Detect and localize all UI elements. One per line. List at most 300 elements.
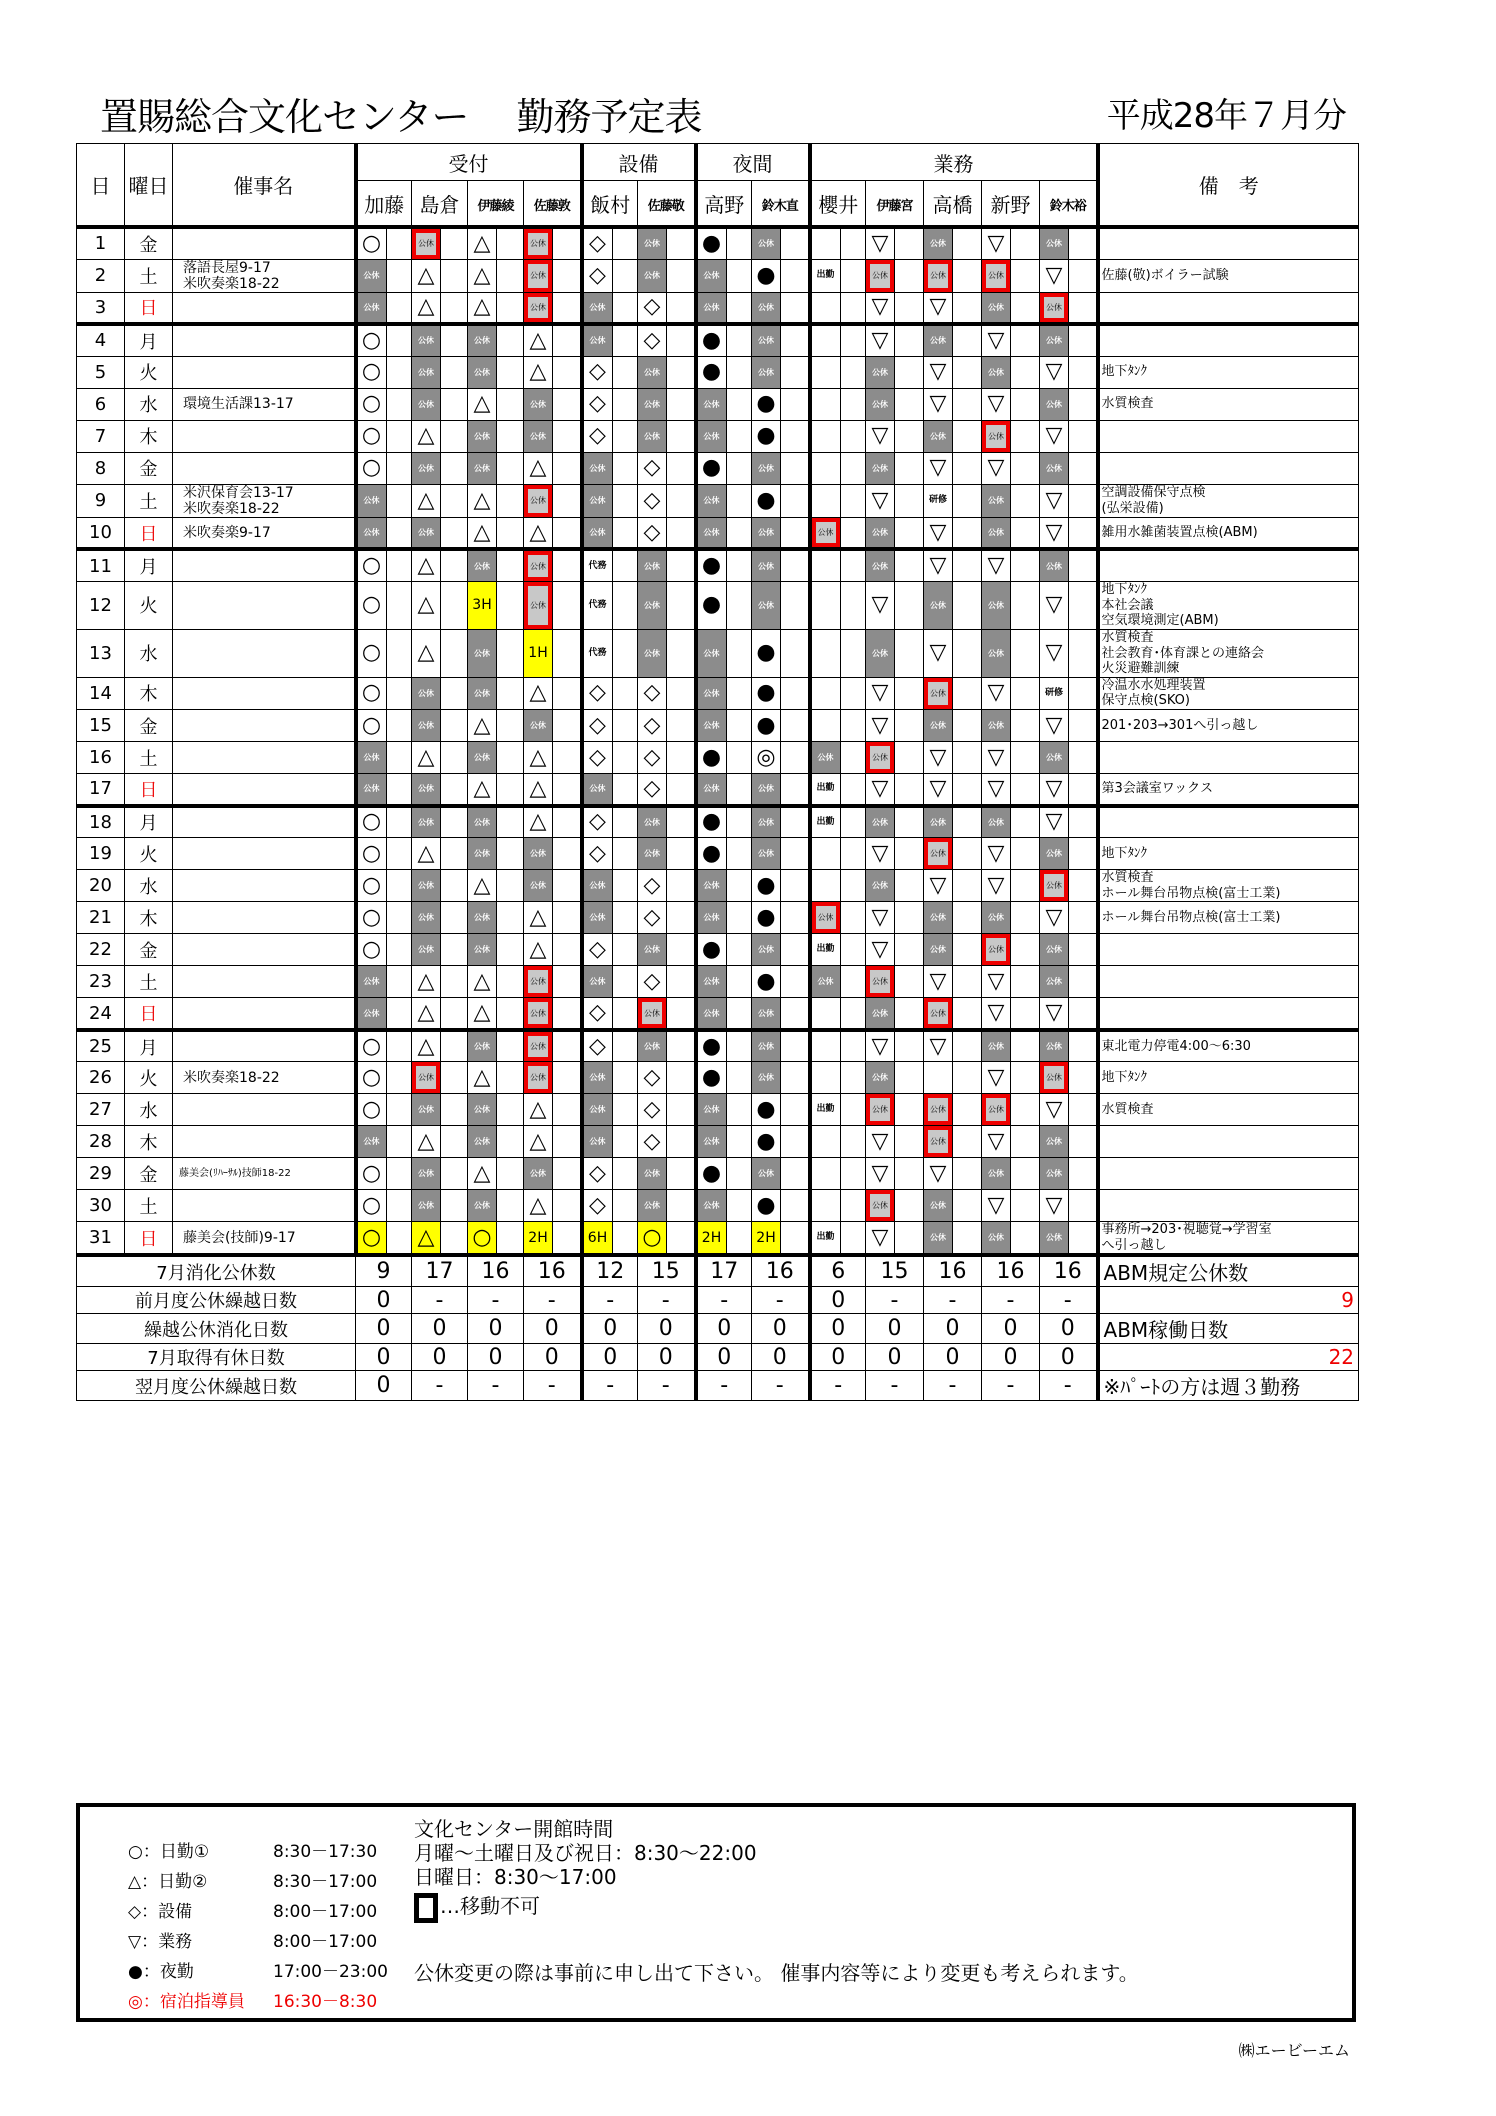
shift-cell[interactable] bbox=[810, 292, 866, 324]
shift-cell[interactable] bbox=[412, 259, 468, 292]
shift-cell[interactable] bbox=[468, 934, 524, 966]
shift-cell[interactable] bbox=[866, 998, 924, 1030]
shift-cell[interactable] bbox=[582, 677, 638, 709]
shift-cell[interactable] bbox=[696, 1190, 752, 1222]
shift-cell[interactable] bbox=[524, 710, 582, 742]
shift-cell[interactable] bbox=[982, 324, 1040, 356]
shift-cell[interactable] bbox=[638, 934, 696, 966]
shift-cell[interactable] bbox=[866, 517, 924, 549]
shift-cell[interactable] bbox=[810, 324, 866, 356]
shift-cell[interactable] bbox=[1040, 452, 1098, 484]
shift-cell[interactable] bbox=[924, 356, 982, 388]
shift-cell[interactable] bbox=[524, 1222, 582, 1256]
shift-cell[interactable] bbox=[356, 710, 412, 742]
shift-cell[interactable] bbox=[412, 1030, 468, 1062]
shift-cell[interactable] bbox=[810, 710, 866, 742]
shift-cell[interactable] bbox=[752, 356, 810, 388]
shift-cell[interactable] bbox=[810, 838, 866, 870]
shift-cell[interactable] bbox=[582, 1030, 638, 1062]
shift-cell[interactable] bbox=[638, 1222, 696, 1256]
shift-cell[interactable] bbox=[638, 581, 696, 629]
shift-cell[interactable] bbox=[412, 292, 468, 324]
shift-cell[interactable] bbox=[752, 484, 810, 517]
shift-cell[interactable] bbox=[356, 806, 412, 838]
shift-cell[interactable] bbox=[982, 966, 1040, 998]
shift-cell[interactable] bbox=[696, 227, 752, 259]
shift-cell[interactable] bbox=[982, 356, 1040, 388]
shift-cell[interactable] bbox=[412, 549, 468, 581]
shift-cell[interactable] bbox=[924, 388, 982, 420]
shift-cell[interactable] bbox=[696, 517, 752, 549]
shift-cell[interactable] bbox=[356, 1094, 412, 1126]
shift-cell[interactable] bbox=[982, 484, 1040, 517]
shift-cell[interactable] bbox=[1040, 356, 1098, 388]
shift-cell[interactable] bbox=[356, 870, 412, 902]
shift-cell[interactable] bbox=[752, 838, 810, 870]
shift-cell[interactable] bbox=[468, 742, 524, 774]
shift-cell[interactable] bbox=[468, 259, 524, 292]
shift-cell[interactable] bbox=[468, 1126, 524, 1158]
shift-cell[interactable] bbox=[1040, 388, 1098, 420]
shift-cell[interactable] bbox=[810, 388, 866, 420]
shift-cell[interactable] bbox=[468, 998, 524, 1030]
shift-cell[interactable] bbox=[752, 549, 810, 581]
shift-cell[interactable] bbox=[468, 356, 524, 388]
shift-cell[interactable] bbox=[468, 1190, 524, 1222]
shift-cell[interactable] bbox=[924, 677, 982, 709]
shift-cell[interactable] bbox=[356, 1190, 412, 1222]
shift-cell[interactable] bbox=[356, 902, 412, 934]
shift-cell[interactable] bbox=[638, 484, 696, 517]
shift-cell[interactable] bbox=[752, 1094, 810, 1126]
shift-cell[interactable] bbox=[412, 1126, 468, 1158]
shift-cell[interactable] bbox=[356, 677, 412, 709]
shift-cell[interactable] bbox=[982, 581, 1040, 629]
shift-cell[interactable] bbox=[866, 806, 924, 838]
shift-cell[interactable] bbox=[468, 452, 524, 484]
shift-cell[interactable] bbox=[356, 549, 412, 581]
shift-cell[interactable] bbox=[810, 677, 866, 709]
shift-cell[interactable] bbox=[982, 517, 1040, 549]
shift-cell[interactable] bbox=[412, 1222, 468, 1256]
shift-cell[interactable] bbox=[582, 870, 638, 902]
shift-cell[interactable] bbox=[468, 227, 524, 259]
shift-cell[interactable] bbox=[866, 629, 924, 677]
shift-cell[interactable] bbox=[696, 1222, 752, 1256]
shift-cell[interactable] bbox=[924, 710, 982, 742]
shift-cell[interactable] bbox=[924, 581, 982, 629]
shift-cell[interactable] bbox=[982, 1062, 1040, 1094]
shift-cell[interactable] bbox=[412, 998, 468, 1030]
shift-cell[interactable] bbox=[866, 484, 924, 517]
shift-cell[interactable] bbox=[924, 227, 982, 259]
shift-cell[interactable] bbox=[810, 870, 866, 902]
shift-cell[interactable] bbox=[982, 742, 1040, 774]
shift-cell[interactable] bbox=[468, 581, 524, 629]
shift-cell[interactable] bbox=[638, 517, 696, 549]
shift-cell[interactable] bbox=[582, 902, 638, 934]
shift-cell[interactable] bbox=[752, 452, 810, 484]
shift-cell[interactable] bbox=[810, 356, 866, 388]
shift-cell[interactable] bbox=[638, 710, 696, 742]
shift-cell[interactable] bbox=[982, 998, 1040, 1030]
shift-cell[interactable] bbox=[1040, 838, 1098, 870]
shift-cell[interactable] bbox=[356, 1158, 412, 1190]
shift-cell[interactable] bbox=[866, 1062, 924, 1094]
shift-cell[interactable] bbox=[412, 742, 468, 774]
shift-cell[interactable] bbox=[752, 902, 810, 934]
shift-cell[interactable] bbox=[638, 1062, 696, 1094]
shift-cell[interactable] bbox=[810, 1126, 866, 1158]
shift-cell[interactable] bbox=[752, 806, 810, 838]
shift-cell[interactable] bbox=[1040, 1062, 1098, 1094]
shift-cell[interactable] bbox=[412, 870, 468, 902]
shift-cell[interactable] bbox=[582, 1158, 638, 1190]
shift-cell[interactable] bbox=[412, 484, 468, 517]
shift-cell[interactable] bbox=[638, 292, 696, 324]
shift-cell[interactable] bbox=[356, 517, 412, 549]
shift-cell[interactable] bbox=[582, 838, 638, 870]
shift-cell[interactable] bbox=[582, 806, 638, 838]
shift-cell[interactable] bbox=[866, 259, 924, 292]
shift-cell[interactable] bbox=[752, 677, 810, 709]
shift-cell[interactable] bbox=[468, 517, 524, 549]
shift-cell[interactable] bbox=[866, 420, 924, 452]
shift-cell[interactable] bbox=[866, 966, 924, 998]
shift-cell[interactable] bbox=[356, 292, 412, 324]
shift-cell[interactable] bbox=[696, 1062, 752, 1094]
shift-cell[interactable] bbox=[524, 1062, 582, 1094]
shift-cell[interactable] bbox=[982, 259, 1040, 292]
shift-cell[interactable] bbox=[1040, 774, 1098, 806]
shift-cell[interactable] bbox=[412, 934, 468, 966]
shift-cell[interactable] bbox=[752, 420, 810, 452]
shift-cell[interactable] bbox=[356, 998, 412, 1030]
shift-cell[interactable] bbox=[582, 484, 638, 517]
shift-cell[interactable] bbox=[582, 420, 638, 452]
shift-cell[interactable] bbox=[752, 774, 810, 806]
shift-cell[interactable] bbox=[924, 998, 982, 1030]
shift-cell[interactable] bbox=[924, 1190, 982, 1222]
shift-cell[interactable] bbox=[638, 549, 696, 581]
shift-cell[interactable] bbox=[866, 1158, 924, 1190]
shift-cell[interactable] bbox=[1040, 324, 1098, 356]
shift-cell[interactable] bbox=[582, 1190, 638, 1222]
shift-cell[interactable] bbox=[638, 742, 696, 774]
shift-cell[interactable] bbox=[982, 806, 1040, 838]
shift-cell[interactable] bbox=[810, 1222, 866, 1256]
shift-cell[interactable] bbox=[924, 1126, 982, 1158]
shift-cell[interactable] bbox=[468, 420, 524, 452]
shift-cell[interactable] bbox=[356, 388, 412, 420]
shift-cell[interactable] bbox=[638, 1126, 696, 1158]
shift-cell[interactable] bbox=[696, 677, 752, 709]
shift-cell[interactable] bbox=[982, 838, 1040, 870]
shift-cell[interactable] bbox=[582, 1094, 638, 1126]
shift-cell[interactable] bbox=[1040, 420, 1098, 452]
shift-cell[interactable] bbox=[638, 420, 696, 452]
shift-cell[interactable] bbox=[356, 1126, 412, 1158]
shift-cell[interactable] bbox=[982, 452, 1040, 484]
shift-cell[interactable] bbox=[866, 581, 924, 629]
shift-cell[interactable] bbox=[638, 677, 696, 709]
shift-cell[interactable] bbox=[810, 1158, 866, 1190]
shift-cell[interactable] bbox=[866, 549, 924, 581]
shift-cell[interactable] bbox=[752, 259, 810, 292]
shift-cell[interactable] bbox=[582, 517, 638, 549]
shift-cell[interactable] bbox=[356, 742, 412, 774]
shift-cell[interactable] bbox=[524, 452, 582, 484]
shift-cell[interactable] bbox=[924, 806, 982, 838]
shift-cell[interactable] bbox=[982, 1030, 1040, 1062]
shift-cell[interactable] bbox=[1040, 1094, 1098, 1126]
shift-cell[interactable] bbox=[696, 998, 752, 1030]
shift-cell[interactable] bbox=[356, 1030, 412, 1062]
shift-cell[interactable] bbox=[412, 227, 468, 259]
shift-cell[interactable] bbox=[468, 966, 524, 998]
shift-cell[interactable] bbox=[524, 966, 582, 998]
shift-cell[interactable] bbox=[752, 1222, 810, 1256]
shift-cell[interactable] bbox=[412, 677, 468, 709]
shift-cell[interactable] bbox=[696, 966, 752, 998]
shift-cell[interactable] bbox=[752, 581, 810, 629]
shift-cell[interactable] bbox=[752, 998, 810, 1030]
shift-cell[interactable] bbox=[1040, 1126, 1098, 1158]
shift-cell[interactable] bbox=[582, 292, 638, 324]
shift-cell[interactable] bbox=[982, 1126, 1040, 1158]
shift-cell[interactable] bbox=[866, 677, 924, 709]
shift-cell[interactable] bbox=[356, 484, 412, 517]
shift-cell[interactable] bbox=[752, 1126, 810, 1158]
shift-cell[interactable] bbox=[582, 324, 638, 356]
shift-cell[interactable] bbox=[696, 1126, 752, 1158]
shift-cell[interactable] bbox=[582, 774, 638, 806]
shift-cell[interactable] bbox=[638, 966, 696, 998]
shift-cell[interactable] bbox=[356, 324, 412, 356]
shift-cell[interactable] bbox=[752, 742, 810, 774]
shift-cell[interactable] bbox=[468, 292, 524, 324]
shift-cell[interactable] bbox=[696, 581, 752, 629]
shift-cell[interactable] bbox=[924, 292, 982, 324]
shift-cell[interactable] bbox=[468, 1158, 524, 1190]
shift-cell[interactable] bbox=[524, 677, 582, 709]
shift-cell[interactable] bbox=[356, 227, 412, 259]
shift-cell[interactable] bbox=[412, 774, 468, 806]
shift-cell[interactable] bbox=[752, 324, 810, 356]
shift-cell[interactable] bbox=[924, 517, 982, 549]
shift-cell[interactable] bbox=[696, 259, 752, 292]
shift-cell[interactable] bbox=[356, 1062, 412, 1094]
shift-cell[interactable] bbox=[810, 1030, 866, 1062]
shift-cell[interactable] bbox=[924, 742, 982, 774]
shift-cell[interactable] bbox=[1040, 966, 1098, 998]
shift-cell[interactable] bbox=[1040, 484, 1098, 517]
shift-cell[interactable] bbox=[1040, 259, 1098, 292]
shift-cell[interactable] bbox=[468, 484, 524, 517]
shift-cell[interactable] bbox=[752, 517, 810, 549]
shift-cell[interactable] bbox=[582, 629, 638, 677]
shift-cell[interactable] bbox=[810, 629, 866, 677]
shift-cell[interactable] bbox=[752, 966, 810, 998]
shift-cell[interactable] bbox=[924, 870, 982, 902]
shift-cell[interactable] bbox=[412, 806, 468, 838]
shift-cell[interactable] bbox=[468, 324, 524, 356]
shift-cell[interactable] bbox=[866, 227, 924, 259]
shift-cell[interactable] bbox=[810, 902, 866, 934]
shift-cell[interactable] bbox=[524, 806, 582, 838]
shift-cell[interactable] bbox=[752, 710, 810, 742]
shift-cell[interactable] bbox=[356, 838, 412, 870]
shift-cell[interactable] bbox=[524, 742, 582, 774]
shift-cell[interactable] bbox=[696, 452, 752, 484]
shift-cell[interactable] bbox=[866, 1126, 924, 1158]
shift-cell[interactable] bbox=[696, 420, 752, 452]
shift-cell[interactable] bbox=[696, 484, 752, 517]
shift-cell[interactable] bbox=[582, 1126, 638, 1158]
shift-cell[interactable] bbox=[638, 838, 696, 870]
shift-cell[interactable] bbox=[1040, 998, 1098, 1030]
shift-cell[interactable] bbox=[582, 1222, 638, 1256]
shift-cell[interactable] bbox=[982, 292, 1040, 324]
shift-cell[interactable] bbox=[638, 227, 696, 259]
shift-cell[interactable] bbox=[982, 870, 1040, 902]
shift-cell[interactable] bbox=[412, 581, 468, 629]
shift-cell[interactable] bbox=[1040, 710, 1098, 742]
shift-cell[interactable] bbox=[696, 324, 752, 356]
shift-cell[interactable] bbox=[582, 452, 638, 484]
shift-cell[interactable] bbox=[524, 1094, 582, 1126]
shift-cell[interactable] bbox=[810, 1062, 866, 1094]
shift-cell[interactable] bbox=[412, 324, 468, 356]
shift-cell[interactable] bbox=[582, 549, 638, 581]
shift-cell[interactable] bbox=[696, 870, 752, 902]
shift-cell[interactable] bbox=[412, 629, 468, 677]
shift-cell[interactable] bbox=[924, 259, 982, 292]
shift-cell[interactable] bbox=[982, 1190, 1040, 1222]
shift-cell[interactable] bbox=[1040, 581, 1098, 629]
shift-cell[interactable] bbox=[752, 1062, 810, 1094]
shift-cell[interactable] bbox=[752, 227, 810, 259]
shift-cell[interactable] bbox=[752, 629, 810, 677]
shift-cell[interactable] bbox=[524, 1126, 582, 1158]
shift-cell[interactable] bbox=[696, 1158, 752, 1190]
shift-cell[interactable] bbox=[752, 870, 810, 902]
shift-cell[interactable] bbox=[810, 1094, 866, 1126]
shift-cell[interactable] bbox=[468, 870, 524, 902]
shift-cell[interactable] bbox=[696, 388, 752, 420]
shift-cell[interactable] bbox=[524, 581, 582, 629]
shift-cell[interactable] bbox=[866, 1222, 924, 1256]
shift-cell[interactable] bbox=[866, 324, 924, 356]
shift-cell[interactable] bbox=[582, 356, 638, 388]
shift-cell[interactable] bbox=[638, 452, 696, 484]
shift-cell[interactable] bbox=[1040, 517, 1098, 549]
shift-cell[interactable] bbox=[982, 1158, 1040, 1190]
shift-cell[interactable] bbox=[524, 259, 582, 292]
shift-cell[interactable] bbox=[638, 259, 696, 292]
shift-cell[interactable] bbox=[982, 1094, 1040, 1126]
shift-cell[interactable] bbox=[696, 549, 752, 581]
shift-cell[interactable] bbox=[468, 806, 524, 838]
shift-cell[interactable] bbox=[924, 629, 982, 677]
shift-cell[interactable] bbox=[1040, 292, 1098, 324]
shift-cell[interactable] bbox=[924, 902, 982, 934]
shift-cell[interactable] bbox=[468, 1094, 524, 1126]
shift-cell[interactable] bbox=[1040, 677, 1098, 709]
shift-cell[interactable] bbox=[696, 629, 752, 677]
shift-cell[interactable] bbox=[696, 934, 752, 966]
shift-cell[interactable] bbox=[638, 998, 696, 1030]
shift-cell[interactable] bbox=[524, 549, 582, 581]
shift-cell[interactable] bbox=[638, 1094, 696, 1126]
shift-cell[interactable] bbox=[1040, 227, 1098, 259]
shift-cell[interactable] bbox=[524, 420, 582, 452]
shift-cell[interactable] bbox=[752, 1030, 810, 1062]
shift-cell[interactable] bbox=[638, 1030, 696, 1062]
shift-cell[interactable] bbox=[696, 742, 752, 774]
shift-cell[interactable] bbox=[696, 902, 752, 934]
shift-cell[interactable] bbox=[810, 517, 866, 549]
shift-cell[interactable] bbox=[582, 934, 638, 966]
shift-cell[interactable] bbox=[810, 581, 866, 629]
shift-cell[interactable] bbox=[524, 902, 582, 934]
shift-cell[interactable] bbox=[638, 629, 696, 677]
shift-cell[interactable] bbox=[524, 934, 582, 966]
shift-cell[interactable] bbox=[810, 259, 866, 292]
shift-cell[interactable] bbox=[982, 629, 1040, 677]
shift-cell[interactable] bbox=[810, 227, 866, 259]
shift-cell[interactable] bbox=[356, 934, 412, 966]
shift-cell[interactable] bbox=[638, 1190, 696, 1222]
shift-cell[interactable] bbox=[468, 838, 524, 870]
shift-cell[interactable] bbox=[524, 227, 582, 259]
shift-cell[interactable] bbox=[524, 870, 582, 902]
shift-cell[interactable] bbox=[1040, 1190, 1098, 1222]
shift-cell[interactable] bbox=[696, 292, 752, 324]
shift-cell[interactable] bbox=[752, 1190, 810, 1222]
shift-cell[interactable] bbox=[924, 1094, 982, 1126]
shift-cell[interactable] bbox=[638, 356, 696, 388]
shift-cell[interactable] bbox=[982, 710, 1040, 742]
shift-cell[interactable] bbox=[524, 356, 582, 388]
shift-cell[interactable] bbox=[866, 742, 924, 774]
shift-cell[interactable] bbox=[752, 292, 810, 324]
shift-cell[interactable] bbox=[468, 388, 524, 420]
shift-cell[interactable] bbox=[356, 629, 412, 677]
shift-cell[interactable] bbox=[982, 774, 1040, 806]
shift-cell[interactable] bbox=[412, 710, 468, 742]
shift-cell[interactable] bbox=[1040, 549, 1098, 581]
shift-cell[interactable] bbox=[924, 549, 982, 581]
shift-cell[interactable] bbox=[582, 966, 638, 998]
shift-cell[interactable] bbox=[412, 1190, 468, 1222]
shift-cell[interactable] bbox=[924, 1062, 982, 1094]
shift-cell[interactable] bbox=[468, 549, 524, 581]
shift-cell[interactable] bbox=[638, 870, 696, 902]
shift-cell[interactable] bbox=[356, 1222, 412, 1256]
shift-cell[interactable] bbox=[810, 420, 866, 452]
shift-cell[interactable] bbox=[982, 227, 1040, 259]
shift-cell[interactable] bbox=[524, 1030, 582, 1062]
shift-cell[interactable] bbox=[982, 420, 1040, 452]
shift-cell[interactable] bbox=[582, 388, 638, 420]
shift-cell[interactable] bbox=[810, 484, 866, 517]
shift-cell[interactable] bbox=[582, 227, 638, 259]
shift-cell[interactable] bbox=[866, 870, 924, 902]
shift-cell[interactable] bbox=[866, 902, 924, 934]
shift-cell[interactable] bbox=[412, 902, 468, 934]
shift-cell[interactable] bbox=[924, 838, 982, 870]
